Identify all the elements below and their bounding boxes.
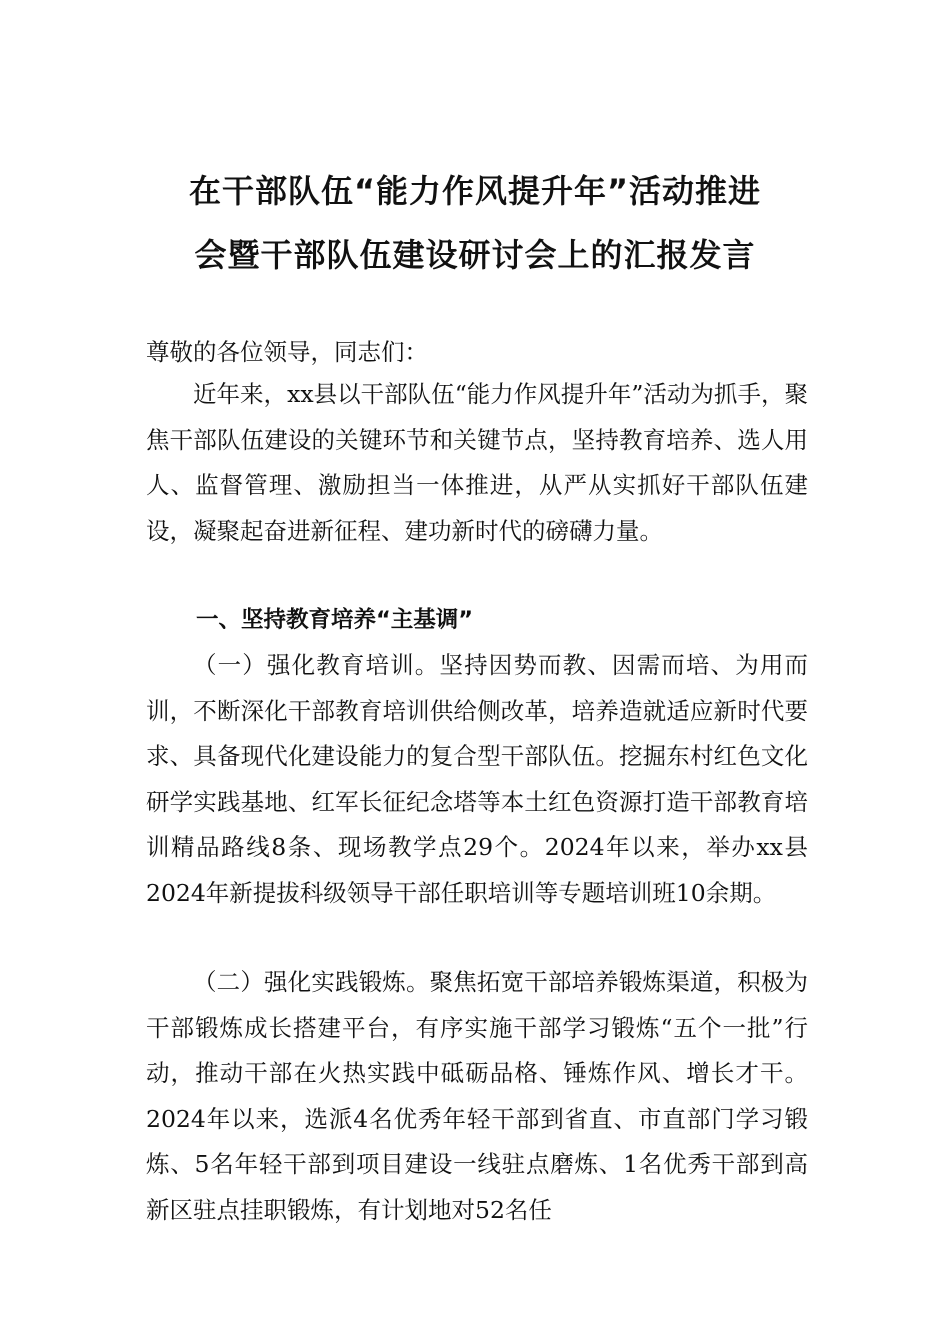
greeting: 尊敬的各位领导，同志们：	[146, 338, 428, 366]
title-line-1: 在干部队伍“能力作风提升年”活动推进	[188, 172, 762, 210]
paragraph-education-training: （一）强化教育培训。坚持因势而教、因需而培、为用而训，不断深化干部教育培训供给侧改革，培养造就适应新时代要求、具备现代化建设能力的复合型干部队伍。挖掘东村红色文化研学实践基地、红军长征纪念塔等本土红色资源打造干部教育培训精品路线8条、现场教学点29个。2024年以来，举办xx县2024年新提拔科级领导干部任职培训等专题培训班10余期。	[146, 651, 808, 907]
paragraph-practice-training: （二）强化实践锻炼。聚焦拓宽干部培养锻炼渠道，积极为干部锻炼成长搭建平台，有序实施干部学习锻炼“五个一批”行动，推动干部在火热实践中砥砺品格、锤炼作风、增长才干。2024年以来，选派4名优秀年轻干部到省直、市直部门学习锻炼、5名年轻干部到项目建设一线驻点磨炼、1名优秀干部到高新区驻点挂职锻炼，有计划地对52名任	[146, 968, 808, 1224]
section-heading-1: 一、坚持教育培养“主基调”	[196, 607, 474, 633]
title-line-2: 会暨干部队伍建设研讨会上的汇报发言	[194, 236, 756, 274]
intro-paragraph: 近年来，xx县以干部队伍“能力作风提升年”活动为抓手，聚焦干部队伍建设的关键环节和关键节点，坚持教育培养、选人用人、监督管理、激励担当一体推进，从严从实抓好干部队伍建设，凝聚起奋进新征程、建功新时代的磅礴力量。	[146, 380, 808, 545]
